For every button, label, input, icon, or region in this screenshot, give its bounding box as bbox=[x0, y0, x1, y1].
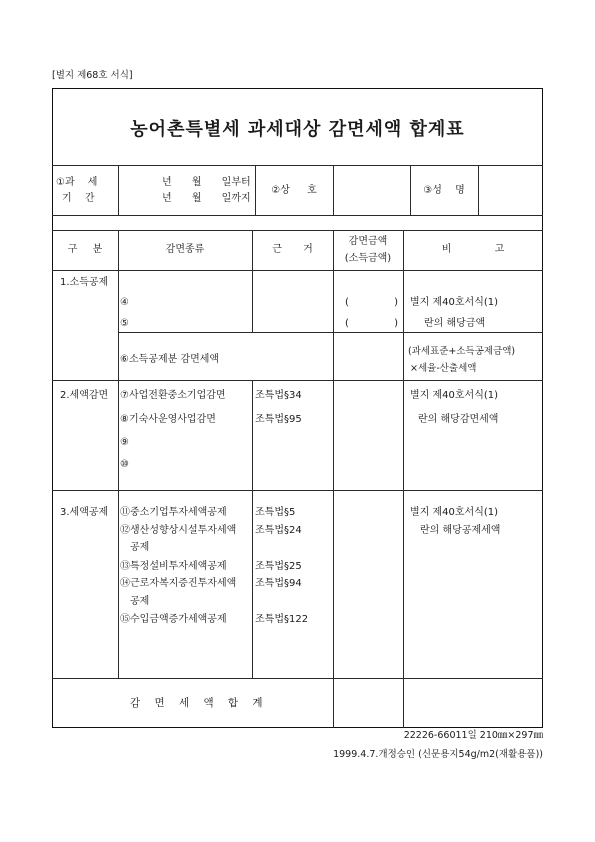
table-rule bbox=[252, 380, 253, 678]
header-category: 구 분 bbox=[67, 244, 103, 255]
header-type: 감면종류 bbox=[165, 244, 205, 255]
item-label: ⑨ bbox=[120, 437, 129, 448]
header-amount-sub: (소득금액) bbox=[344, 253, 392, 264]
table-rule bbox=[333, 230, 334, 728]
remarks-line: 별지 제40호서식(1) bbox=[410, 507, 499, 518]
company-value-cell bbox=[334, 166, 409, 214]
basis-text: 조특법§95 bbox=[255, 414, 302, 425]
table-rule bbox=[403, 230, 404, 728]
form-table bbox=[52, 88, 543, 728]
item-label-cont: 공제 bbox=[130, 542, 150, 553]
table-rule bbox=[52, 380, 543, 381]
total-remarks-cell bbox=[404, 679, 542, 727]
remarks-line: (과세표준+소득공제금액) bbox=[408, 346, 516, 357]
item-label: ⑤ bbox=[120, 318, 129, 329]
table-rule bbox=[52, 215, 543, 216]
period-from: 년 월 일부터 bbox=[162, 177, 251, 188]
basis-text: 조특법§24 bbox=[255, 525, 302, 536]
remarks-line: 란의 해당공제세액 bbox=[420, 525, 501, 536]
remarks-line: ×세율-산출세액 bbox=[410, 363, 477, 374]
table-rule bbox=[118, 165, 119, 215]
period-label: 기 간 bbox=[62, 193, 95, 204]
period-label: ①과 세 bbox=[56, 177, 98, 188]
table-rule bbox=[52, 230, 543, 231]
header-basis: 근 거 bbox=[272, 244, 313, 255]
basis-text: 조특법§122 bbox=[255, 614, 309, 625]
table-rule bbox=[118, 230, 119, 678]
remarks-line: 란의 해당감면세액 bbox=[418, 414, 499, 425]
approval-note: 1999.4.7.개정승인 (신문용지54g/m2(재활용품)) bbox=[333, 749, 543, 760]
amount-placeholder: ( ) bbox=[345, 297, 398, 308]
item-label: ⑭근로자복지증진투자세액 bbox=[120, 578, 237, 589]
item-label: ⑮수입금액증가세액공제 bbox=[120, 614, 227, 625]
form-code: 22226-66011일 210㎜×297㎜ bbox=[403, 730, 543, 741]
item-label: ⑬특정설비투자세액공제 bbox=[120, 561, 227, 572]
table-rule bbox=[52, 490, 543, 491]
item-label: ⑫생산성향상시설투자세액 bbox=[120, 525, 237, 536]
form-number: [별지 제68호 서식] bbox=[52, 70, 133, 81]
remarks-line: 별지 제40호서식(1) bbox=[410, 390, 499, 401]
basis-text: 조특법§94 bbox=[255, 578, 302, 589]
basis-text: 조특법§5 bbox=[255, 507, 296, 518]
remarks-line: 별지 제40호서식(1) bbox=[410, 297, 499, 308]
header-amount: 감면금액 bbox=[348, 236, 388, 247]
item-label: ⑪중소기업투자세액공제 bbox=[120, 507, 227, 518]
section-label: 2.세액감면 bbox=[60, 390, 109, 401]
section-label: 3.세액공제 bbox=[60, 507, 109, 518]
form-title: 농어촌특별세 과세대상 감면세액 합계표 bbox=[130, 119, 465, 140]
section-label: 1.소득공제 bbox=[60, 277, 109, 288]
subtotal-label: ⑥소득공제분 감면세액 bbox=[120, 354, 220, 365]
header-remarks: 비 고 bbox=[441, 244, 505, 255]
basis-text: 조특법§25 bbox=[255, 561, 302, 572]
remarks-line: 란의 해당금액 bbox=[424, 318, 486, 329]
name-value-cell bbox=[479, 166, 542, 214]
item-label: ⑧기숙사운영사업감면 bbox=[120, 414, 216, 425]
period-to: 년 월 일까지 bbox=[162, 193, 251, 204]
item-label: ⑩ bbox=[120, 459, 129, 470]
name-label: ③성 명 bbox=[423, 185, 465, 196]
table-rule bbox=[52, 165, 543, 166]
amount-placeholder: ( ) bbox=[345, 318, 398, 329]
table-rule bbox=[118, 332, 543, 333]
basis-text: 조특법§34 bbox=[255, 390, 302, 401]
company-label: ②상 호 bbox=[271, 185, 317, 196]
total-label: 감 면 세 액 합 계 bbox=[130, 697, 263, 709]
item-label-cont: 공제 bbox=[130, 596, 150, 607]
item-label: ④ bbox=[120, 297, 129, 308]
item-label: ⑦사업전환중소기업감면 bbox=[120, 390, 226, 401]
total-amount-cell bbox=[334, 679, 402, 727]
table-rule bbox=[52, 270, 543, 271]
